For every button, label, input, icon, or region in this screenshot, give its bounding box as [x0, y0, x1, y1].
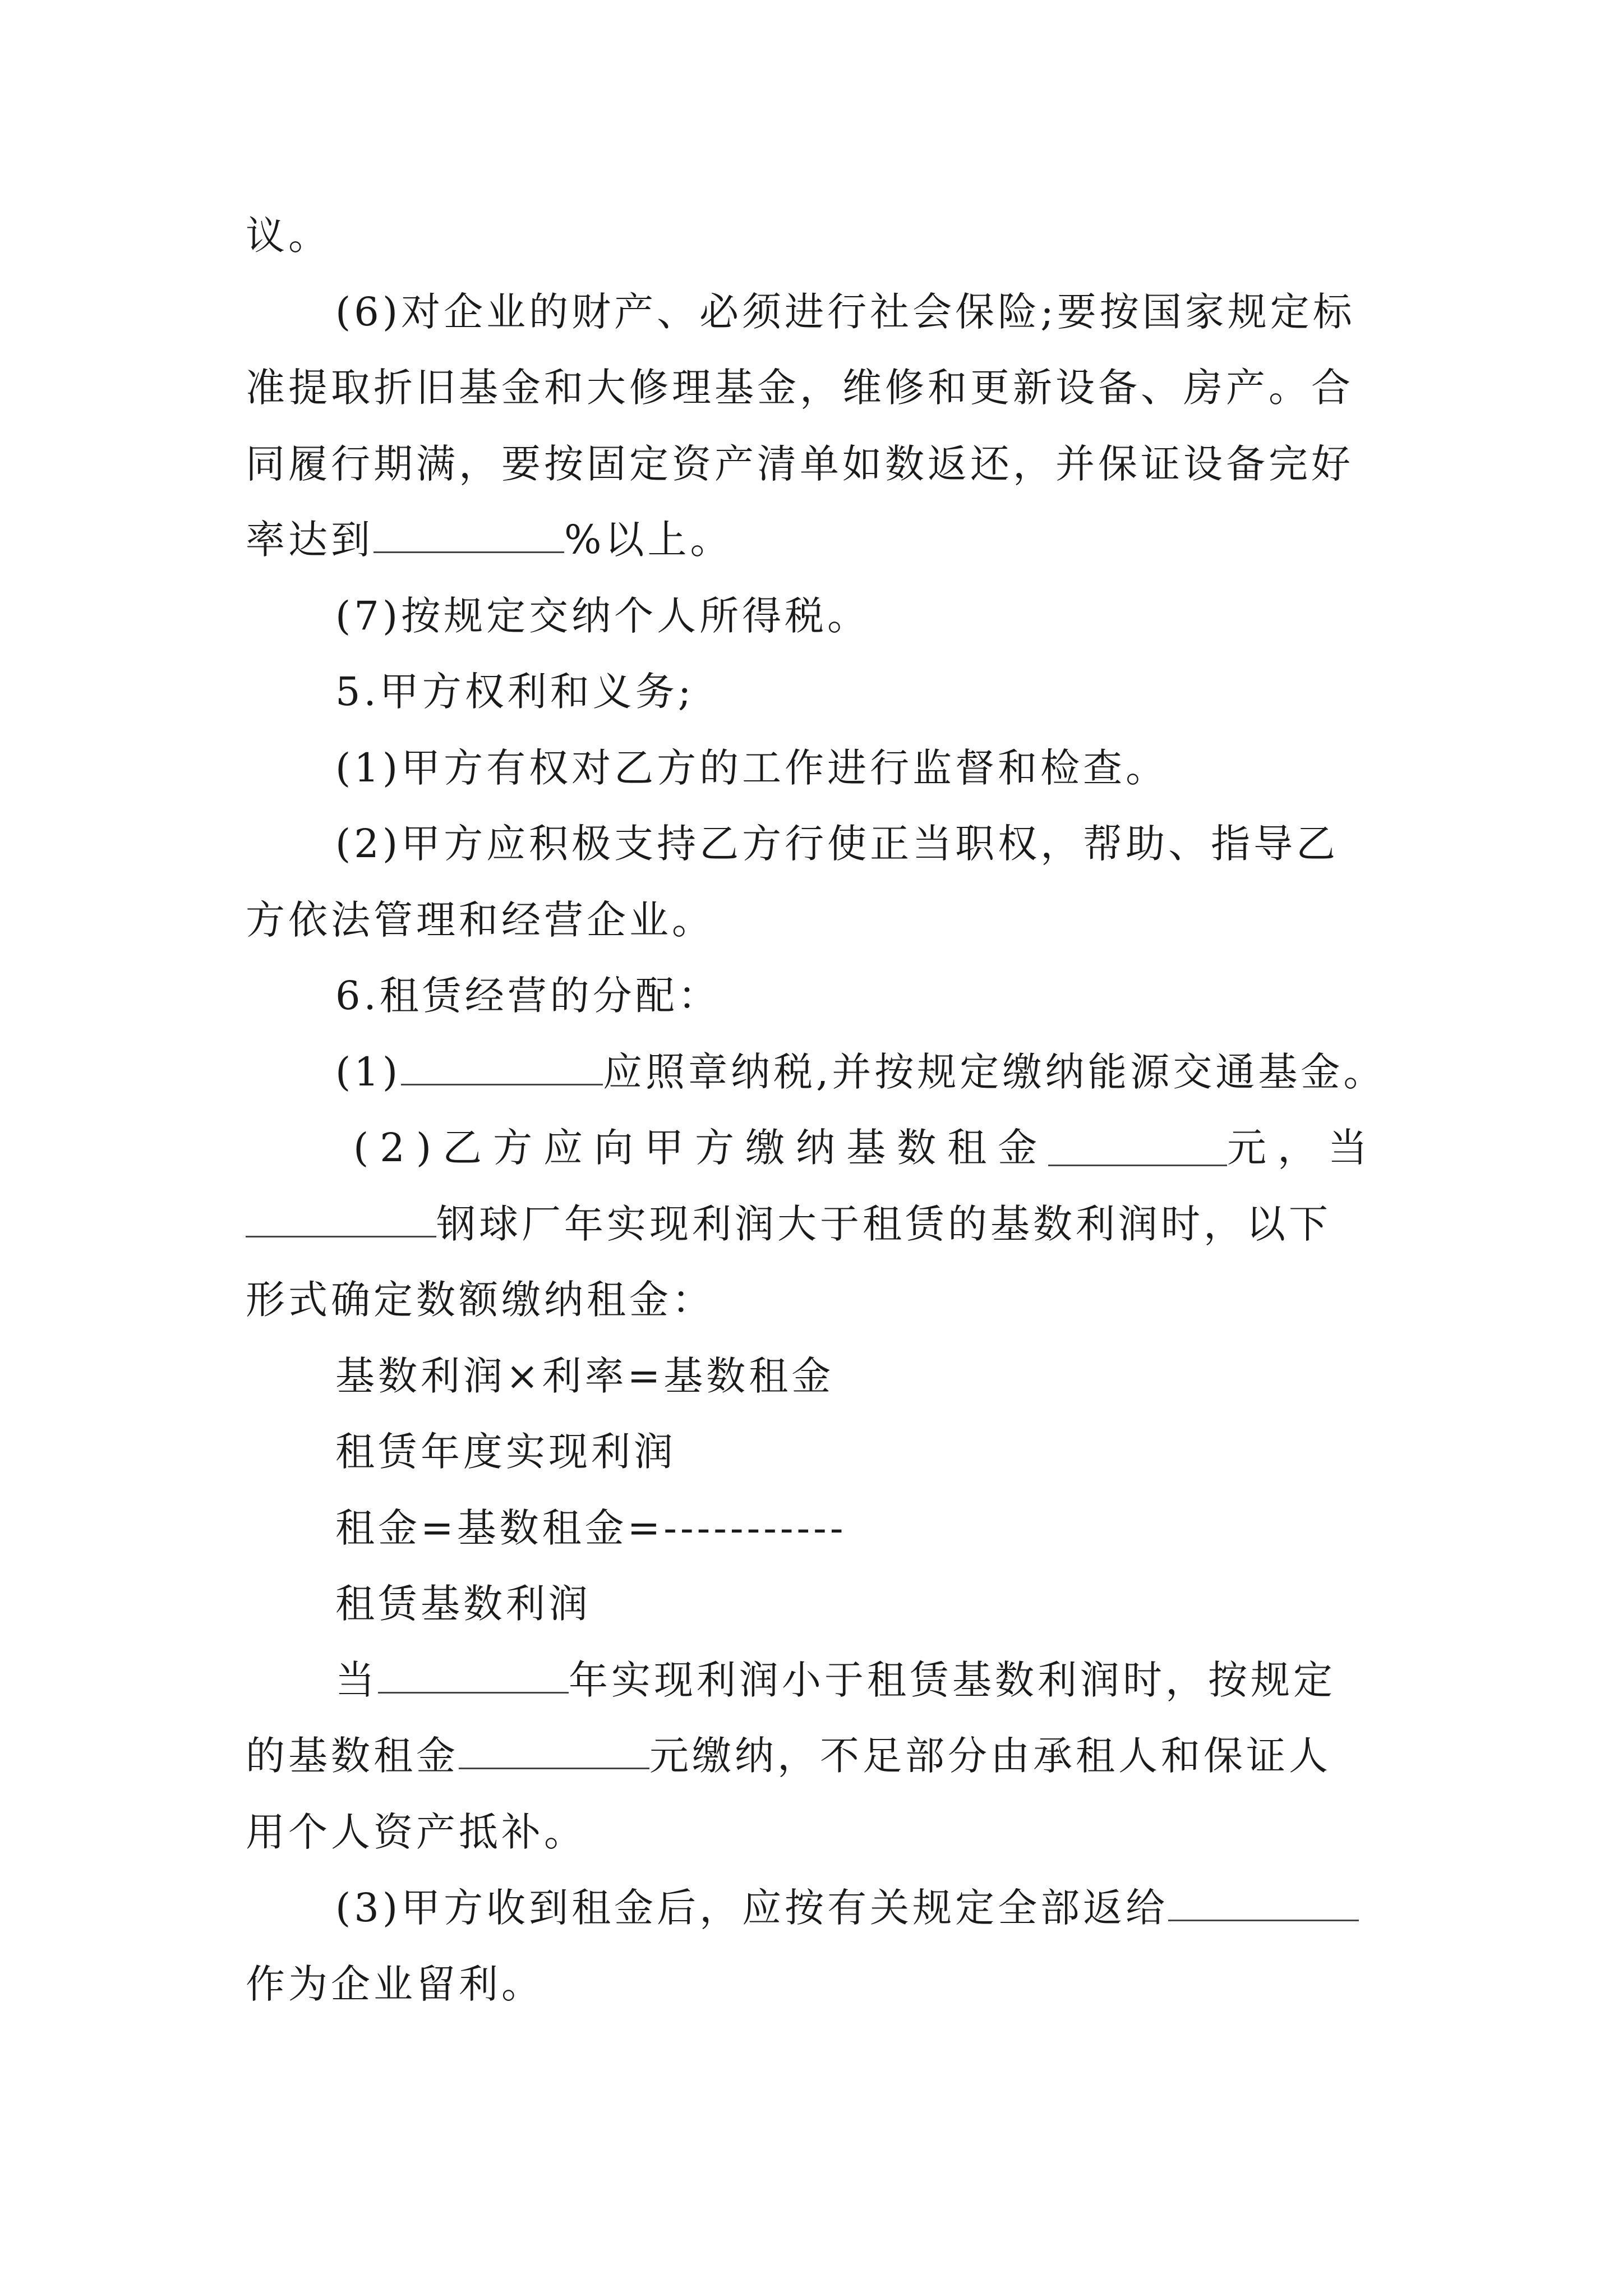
blank-field — [1048, 1130, 1227, 1166]
text-segment: 元，当 — [1227, 1125, 1378, 1171]
blank-field — [246, 1201, 436, 1237]
text-line-8: (1)甲方有权对乙方的工作进行监督和检查。 — [335, 745, 1169, 791]
text-segment: 应照章纳税,并按规定缴纳能源交通基金。 — [603, 1049, 1386, 1095]
formula-line-1: 基数利润×利率=基数租金 — [335, 1353, 834, 1399]
text-line-6: (7)按规定交纳个人所得税。 — [335, 593, 870, 639]
text-line-15: 形式确定数额缴纳租金： — [246, 1277, 714, 1323]
text-segment: (2)乙方应向甲方缴纳基数租金 — [353, 1125, 1049, 1171]
text-line-12 — [335, 1047, 1386, 1097]
text-line-17 — [246, 1731, 1378, 1781]
text-line-19 — [335, 1883, 1378, 1933]
text-line-16 — [335, 1655, 1378, 1705]
blank-field — [1168, 1885, 1359, 1921]
text-segment: 的基数租金 — [246, 1733, 459, 1779]
text-segment: (1) — [335, 1049, 402, 1095]
text-line-14 — [246, 1199, 1378, 1249]
text-line-3: 准提取折旧基金和大修理基金，维修和更新设备、房产。合 — [246, 365, 1354, 411]
blank-field — [459, 1733, 649, 1769]
text-line-9: (2)甲方应积极支持乙方行使正当职权，帮助、指导乙 — [335, 821, 1339, 867]
text-line-13 — [353, 1122, 1378, 1173]
text-line-5 — [246, 514, 1378, 565]
blank-field — [378, 1657, 569, 1694]
text-line-4: 同履行期满，要按固定资产清单如数返还，并保证设备完好 — [246, 441, 1354, 487]
text-line-10: 方依法管理和经营企业。 — [246, 897, 714, 943]
text-segment: 率达到 — [246, 517, 374, 563]
formula-line-2: 租赁年度实现利润 — [335, 1429, 676, 1475]
text-segment: 元缴纳，不足部分由承租人和保证人 — [649, 1733, 1331, 1779]
blank-field — [401, 1049, 603, 1085]
blank-field — [374, 517, 564, 553]
formula-line-4: 租赁基数利润 — [335, 1581, 591, 1627]
text-segment: 钢球厂年实现利润大于租赁的基数利润时，以下 — [436, 1201, 1331, 1247]
text-segment: (3)甲方收到租金后，应按有关规定全部返给 — [335, 1885, 1169, 1931]
text-line-18: 用个人资产抵补。 — [246, 1809, 587, 1855]
text-line-11: 6.租赁经营的分配： — [335, 973, 721, 1019]
formula-line-3: 租金=基数租金=----------- — [335, 1505, 847, 1551]
text-segment: 当 — [335, 1657, 378, 1703]
text-segment: %以上。 — [564, 517, 733, 563]
text-line-7: 5.甲方权利和义务; — [335, 669, 695, 715]
text-line-1: 议。 — [246, 213, 331, 259]
text-segment: 年实现利润小于租赁基数利润时，按规定 — [569, 1657, 1336, 1703]
text-line-2: (6)对企业的财产、必须进行社会保险;要按国家规定标 — [335, 289, 1355, 335]
text-line-20: 作为企业留利。 — [246, 1961, 544, 2007]
